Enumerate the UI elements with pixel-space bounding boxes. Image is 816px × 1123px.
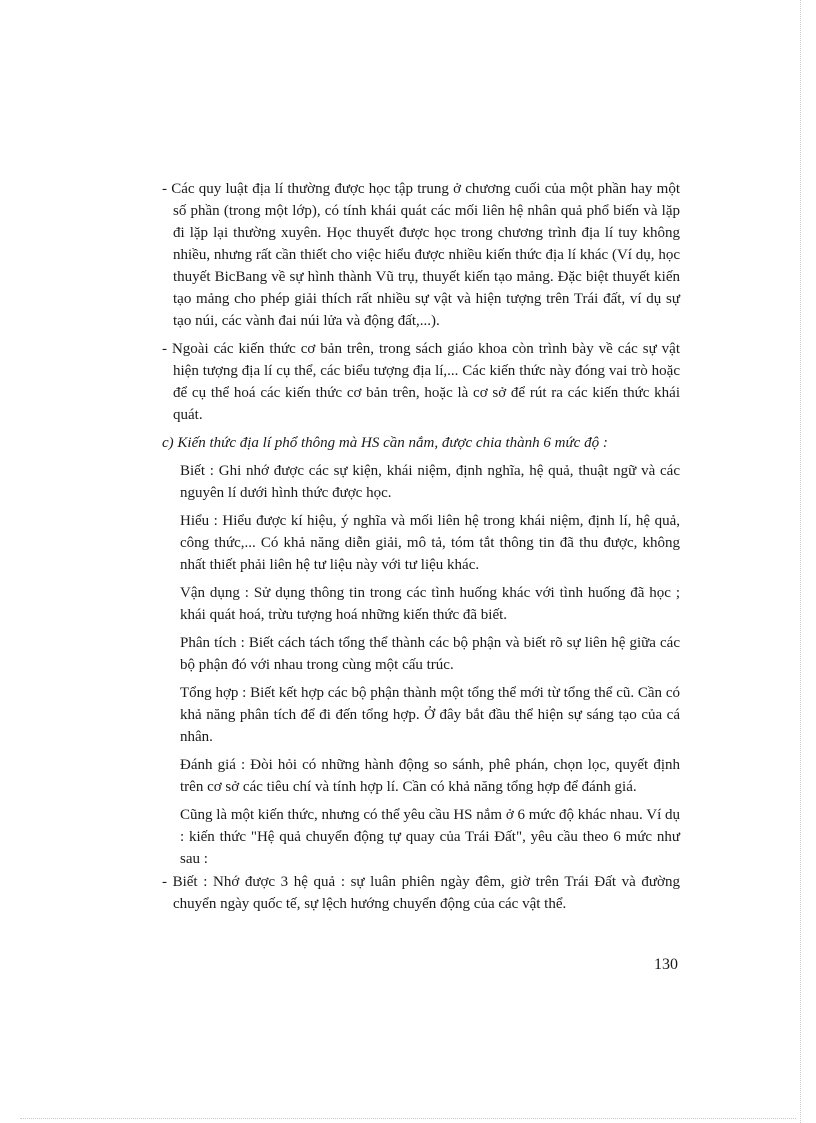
level-apply: Vận dụng : Sử dụng thông tin trong các tình huống khác với tình huống đã học ; khái quát hoá, trừu tượng hoá những kiến thức đã biết.	[180, 585, 680, 623]
level-understand: Hiểu : Hiểu được kí hiệu, ý nghĩa và mối liên hệ trong khái niệm, định lí, hệ quả, công thức,... Có khả năng diễn giải, mô tả, tóm tắt thông tin đã thu được, không nhất thiết phải liên hệ tư liệu này với tư liệu khác.	[180, 513, 680, 573]
page-edge-divider	[800, 0, 801, 1123]
paragraph-geographic-laws: - Các quy luật địa lí thường được học tập trung ở chương cuối của một phần hay một số phần (trong một lớp), có tính khái quát các mối liên hệ nhân quả phổ biến và lặp đi lặp lại thường xuyên. Học thuyết được học trong chương trình địa lí tuy không nhiều, nhưng rất cần thiết cho việc hiểu được nhiều kiến thức địa lí khác (Ví dụ, học thuyết BicBang về sự hình thành Vũ trụ, thuyết kiến tạo mảng. Đặc biệt thuyết kiến tạo mảng cho phép giải thích rất nhiều sự vật và hiện tượng trên Trái đất, ví dụ sự tạo núi, các vành đai núi lửa và động đất,...).	[162, 181, 680, 329]
level-synthesize: Tổng hợp : Biết kết hợp các bộ phận thành một tổng thể mới từ tổng thể cũ. Cần có khả năng phân tích để đi đến tổng hợp. Ở đây bắt đầu thể hiện sự sáng tạo của cá nhân.	[180, 685, 680, 745]
paragraph-example-know: - Biết : Nhớ được 3 hệ quả : sự luân phiên ngày đêm, giờ trên Trái Đất và đường chuyển ngày quốc tế, sự lệch hướng chuyển động của các vật thể.	[162, 874, 680, 912]
document-body	[162, 178, 680, 921]
level-know: Biết : Ghi nhớ được các sự kiện, khái niệm, định nghĩa, hệ quả, thuật ngữ và các nguyên lí dưới hình thức được học.	[180, 463, 680, 501]
paragraph-example-intro: Cũng là một kiến thức, nhưng có thể yêu cầu HS nắm ở 6 mức độ khác nhau. Ví dụ : kiến thức "Hệ quả chuyển động tự quay của Trái Đất", yêu cầu theo 6 mức như sau :	[180, 807, 680, 867]
level-analyze: Phân tích : Biết cách tách tổng thể thành các bộ phận và biết rõ sự liên hệ giữa các bộ phận đó với nhau trong cùng một cấu trúc.	[180, 635, 680, 673]
section-heading-knowledge-levels: c) Kiến thức địa lí phổ thông mà HS cần nắm, được chia thành 6 mức độ :	[162, 435, 608, 451]
level-evaluate: Đánh giá : Đòi hỏi có những hành động so sánh, phê phán, chọn lọc, quyết định trên cơ sở các tiêu chí và tính hợp lí. Cần có khả năng tổng hợp để đánh giá.	[180, 757, 680, 795]
page-number: 130	[654, 956, 678, 973]
paragraph-specific-knowledge: - Ngoài các kiến thức cơ bản trên, trong sách giáo khoa còn trình bày về các sự vật hiện tượng địa lí cụ thể, các biểu tượng địa lí,... Các kiến thức này đóng vai trò hoặc để cụ thể hoá các kiến thức cơ bản trên, hoặc là cơ sở để rút ra các kiến thức khái quát.	[162, 341, 680, 423]
page-bottom-divider	[20, 1118, 796, 1119]
